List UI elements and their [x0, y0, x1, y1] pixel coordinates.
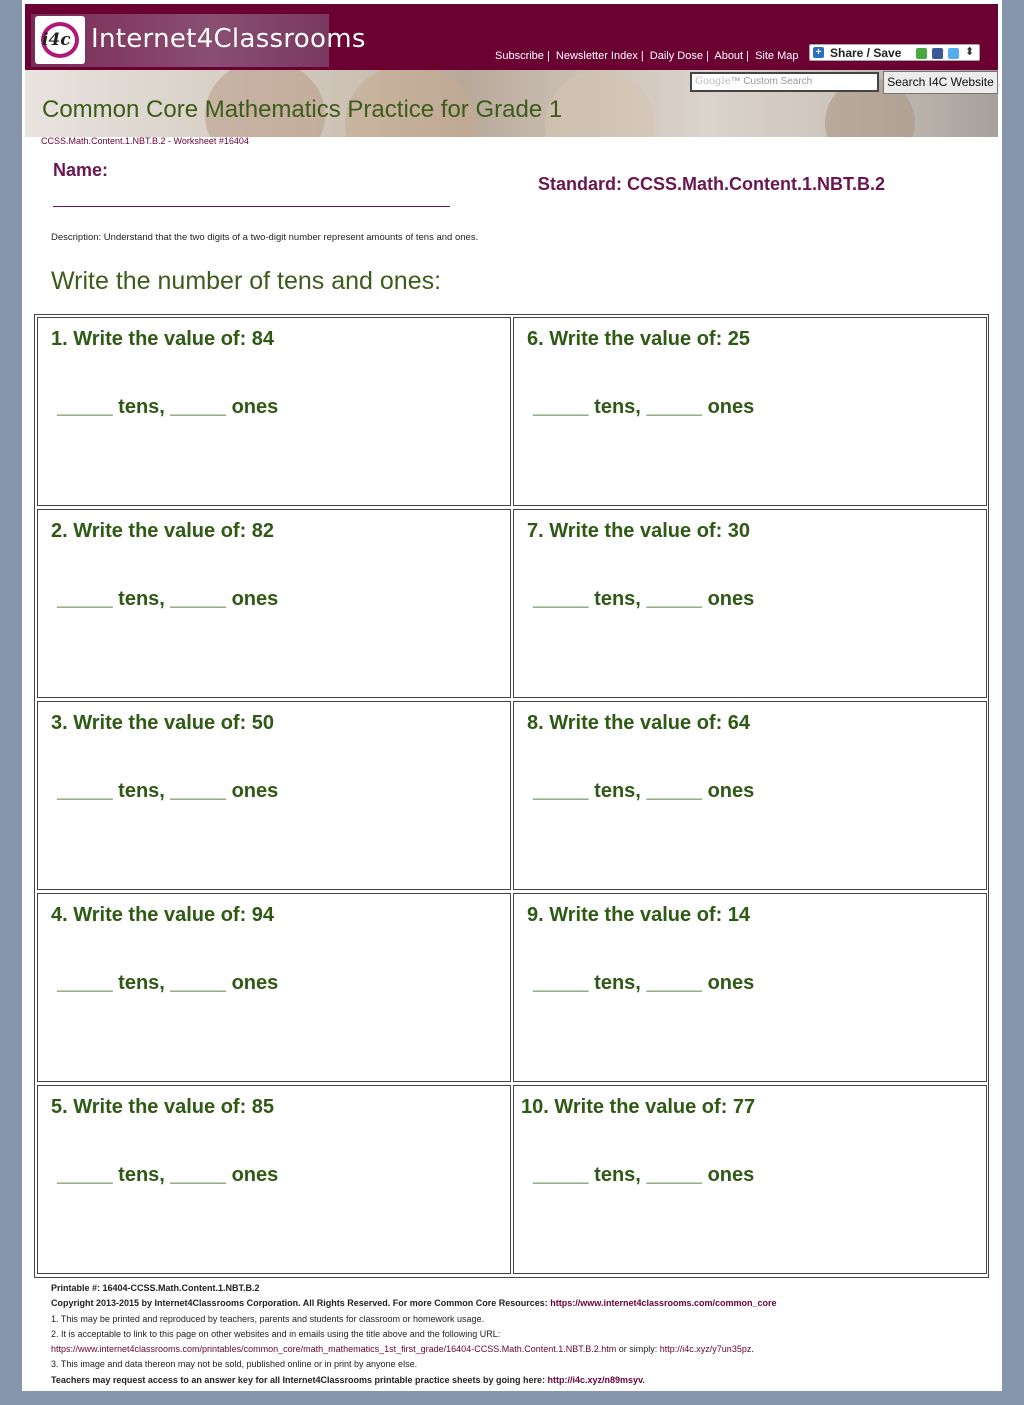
name-line [53, 206, 450, 207]
question-cell [513, 317, 987, 506]
footer-note-1: 1. This may be printed and reproduced by teachers, parents and students for classroom or homework usage. [51, 1313, 485, 1324]
facebook-icon[interactable] [932, 48, 943, 59]
common-core-link[interactable]: https://www.internet4classrooms.com/common_core [550, 1298, 777, 1309]
name-label: Name: [53, 160, 109, 180]
nav-newsletter-index[interactable]: Newsletter Index | [555, 50, 644, 62]
standard-label: Standard: CCSS.Math.Content.1.NBT.B.2 [538, 174, 886, 194]
question-prompt: 3. Write the value of: 50 [51, 712, 275, 734]
footer-urls [51, 1342, 991, 1357]
question-cell [513, 1085, 987, 1274]
share-label: Share / Save [830, 46, 902, 60]
answer-blanks: _____ tens, _____ ones [533, 972, 755, 994]
question-cell [513, 701, 987, 890]
answer-blanks: _____ tens, _____ ones [57, 396, 279, 418]
question-prompt: 10. Write the value of: 77 [521, 1096, 756, 1118]
nav-site-map[interactable]: Site Map [755, 50, 799, 62]
site-header [25, 4, 998, 70]
nav-subscribe[interactable]: Subscribe | [495, 50, 550, 62]
copyright-text: Copyright 2013-2015 by Internet4Classrooms Corporation. All Rights Reserved. For more Common Core Resources: [51, 1298, 551, 1309]
worksheet-page [22, 0, 1002, 1391]
worksheet-url-link[interactable]: https://www.internet4classrooms.com/printables/common_core/math_mathematics_1st_first_grade/16404-CCSS.Math.Content.1.NBT.B.2.htm [51, 1344, 617, 1355]
printable-number: Printable #: 16404-CCSS.Math.Content.1.NBT.B.2 [51, 1283, 260, 1293]
answer-key-link[interactable]: http://i4c.xyz/n89msyv [547, 1374, 643, 1385]
question-cell [37, 509, 511, 698]
short-url-link[interactable]: http://i4c.xyz/y7un35pz [659, 1344, 752, 1355]
breadcrumb: CCSS.Math.Content.1.NBT.B.2 - Worksheet #16404 [41, 136, 249, 146]
share-plus-icon: + [813, 47, 824, 58]
answer-blanks: _____ tens, _____ ones [533, 588, 755, 610]
logo-name: Internet4Classrooms [91, 24, 366, 54]
question-prompt: 9. Write the value of: 14 [527, 904, 751, 926]
twitter-icon[interactable] [948, 48, 959, 59]
instructions-heading: Write the number of tens and ones: [51, 267, 442, 295]
question-prompt: 1. Write the value of: 84 [51, 328, 275, 350]
answer-blanks: _____ tens, _____ ones [57, 1164, 279, 1186]
question-cell [37, 317, 511, 506]
page-title: Common Core Mathematics Practice for Grade 1 [42, 96, 563, 123]
question-cell [37, 893, 511, 1082]
questions-grid [34, 314, 989, 1278]
answer-blanks: _____ tens, _____ ones [57, 780, 279, 802]
answer-blanks: _____ tens, _____ ones [533, 1164, 755, 1186]
question-prompt: 4. Write the value of: 94 [51, 904, 275, 926]
answer-blanks: _____ tens, _____ ones [533, 780, 755, 802]
share-save-button[interactable] [809, 44, 980, 61]
logo-badge-text: i4c [42, 30, 71, 50]
answer-key-text: Teachers may request access to an answer key for all Internet4Classrooms printable practice sheets by going here: [51, 1374, 548, 1385]
search-brand: Google [695, 76, 731, 87]
answer-blanks: _____ tens, _____ ones [533, 396, 755, 418]
url-separator: or simply: [616, 1344, 660, 1355]
footer-note-2: 2. It is acceptable to link to this page on other websites and in emails using the title above and the following URL: [51, 1328, 501, 1339]
search-placeholder: Custom Search [743, 76, 813, 87]
copyright [51, 1296, 991, 1311]
nav-daily-dose[interactable]: Daily Dose | [649, 50, 709, 62]
header-banner [25, 70, 998, 137]
search-input[interactable]: Google™ Custom Search [690, 72, 879, 92]
question-cell [513, 893, 987, 1082]
question-prompt: 2. Write the value of: 82 [51, 520, 275, 542]
answer-blanks: _____ tens, _____ ones [57, 972, 279, 994]
question-prompt: 6. Write the value of: 25 [527, 328, 751, 350]
question-prompt: 8. Write the value of: 64 [527, 712, 751, 734]
top-navigation [495, 50, 802, 62]
answer-key-note [51, 1373, 991, 1388]
site-logo[interactable] [31, 14, 366, 67]
logo-badge [35, 16, 85, 64]
share-dropdown-icon[interactable]: ⬍ [965, 46, 975, 58]
footer-note-3: 3. This image and data thereon may not be sold, published online or in print by anyone else. [51, 1359, 418, 1370]
answer-blanks: _____ tens, _____ ones [57, 588, 279, 610]
description: Description: Understand that the two digits of a two-digit number represent amounts of tens and ones. [51, 232, 479, 243]
question-cell [37, 701, 511, 890]
question-prompt: 7. Write the value of: 30 [527, 520, 751, 542]
answer-key-end: . [642, 1374, 645, 1385]
question-cell [37, 1085, 511, 1274]
footer [51, 1281, 991, 1388]
url-end: . [751, 1344, 754, 1355]
question-cell [513, 509, 987, 698]
nav-about[interactable]: About | [714, 50, 750, 62]
question-prompt: 5. Write the value of: 85 [51, 1096, 275, 1118]
share-email-icon[interactable] [916, 48, 927, 59]
search-button[interactable]: Search I4C Website [883, 71, 998, 94]
